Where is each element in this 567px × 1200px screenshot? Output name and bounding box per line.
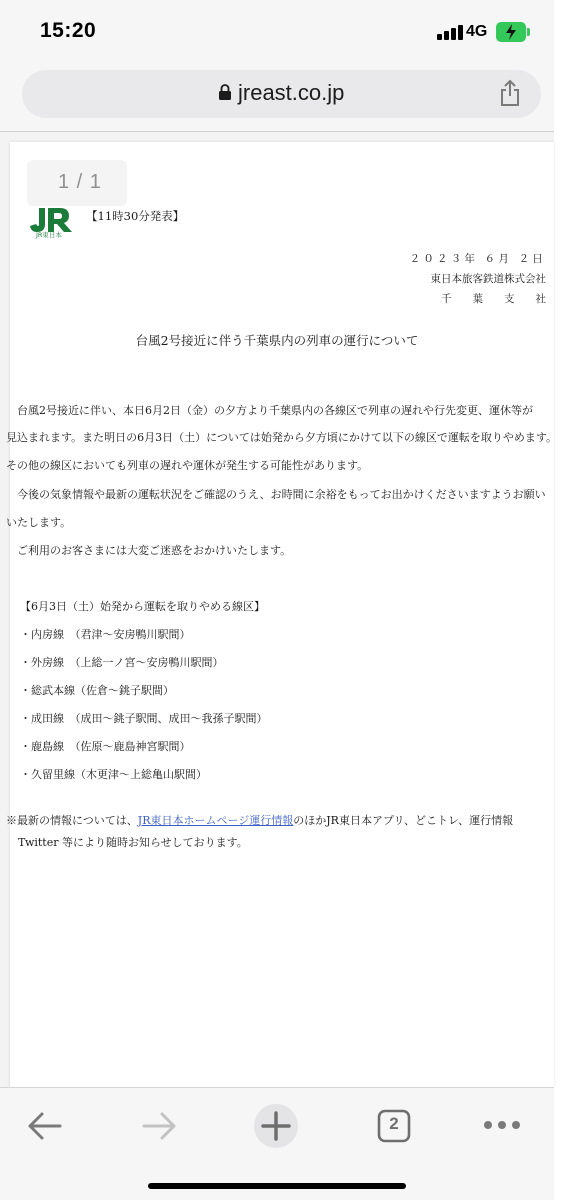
section-heading: 【6月3日（土）始発から運転を取りやめる線区】 — [20, 600, 265, 613]
page-counter: 1 / 1 — [58, 171, 102, 193]
body-line: いたします。 — [6, 516, 72, 529]
list-item: ・久留里線（木更津～上総亀山駅間） — [20, 768, 207, 781]
announcement-time: 【11時30分発表】 — [86, 209, 185, 223]
back-arrow-icon[interactable] — [24, 1108, 64, 1144]
body-line: 今後の気象情報や最新の運転状況をご確認のうえ、お時間に余裕をもってお出かけくださいますようお願い — [6, 488, 546, 501]
list-item: ・成田線 （成田～銚子駅間、成田～我孫子駅間） — [20, 712, 268, 725]
status-time: 15:20 — [40, 19, 97, 42]
forward-arrow-icon[interactable] — [140, 1108, 180, 1144]
tab-count: 2 — [389, 1114, 399, 1133]
list-item: ・外房線 （上総一ノ宮～安房鴨川駅間） — [20, 656, 224, 669]
list-item: ・鹿島線 （佐原～鹿島神宮駅間） — [20, 740, 191, 753]
battery-cap — [527, 28, 530, 36]
list-item: ・内房線 （君津～安房鴨川駅間） — [20, 628, 191, 641]
body-line: 見込まれます。また明日の6月3日（土）については始発から夕方頃にかけて以下の線区で運転を取りやめます。 — [6, 431, 558, 444]
signal-strength-icon — [437, 24, 463, 40]
document-date: ２０２３年 ６月 ２日 — [409, 253, 546, 265]
operation-info-link[interactable]: JR東日本ホームページ運行情報 — [137, 814, 294, 827]
document-title: 台風2号接近に伴う千葉県内の列車の運行について — [135, 333, 419, 348]
share-icon[interactable] — [498, 79, 522, 107]
home-indicator — [148, 1183, 406, 1189]
body-line: 台風2号接近に伴い、本日6月2日（金）の夕方より千葉県内の各線区で列車の遅れや行先変更、運休等が — [6, 404, 533, 417]
more-icon[interactable] — [482, 1118, 522, 1132]
footnote-line-2: Twitter 等により随時お知らせしております。 — [18, 836, 248, 849]
list-item: ・総武本線（佐倉～銚子駅間） — [20, 684, 174, 697]
footnote-suffix: のほかJR東日本アプリ、どこトレ、運行情報 — [293, 814, 514, 827]
network-type: 4G — [466, 23, 488, 40]
footnote-line — [6, 812, 513, 828]
charging-bolt-icon — [503, 22, 519, 42]
url-text[interactable]: jreast.co.jp — [238, 80, 345, 105]
lock-icon — [218, 83, 232, 101]
jr-logo-caption: JR東日本 — [36, 231, 62, 239]
company-name: 東日本旅客鉄道株式会社 — [430, 273, 546, 285]
branch-name: 千葉支社 — [441, 293, 567, 305]
new-tab-plus-icon[interactable] — [252, 1103, 300, 1149]
body-line: その他の線区においても列車の遅れや運休が発生する可能性があります。 — [6, 459, 369, 472]
footnote-prefix: ※最新の情報については、 — [6, 814, 138, 827]
body-line: ご利用のお客さまには大変ご迷惑をおかけいたします。 — [6, 544, 292, 557]
